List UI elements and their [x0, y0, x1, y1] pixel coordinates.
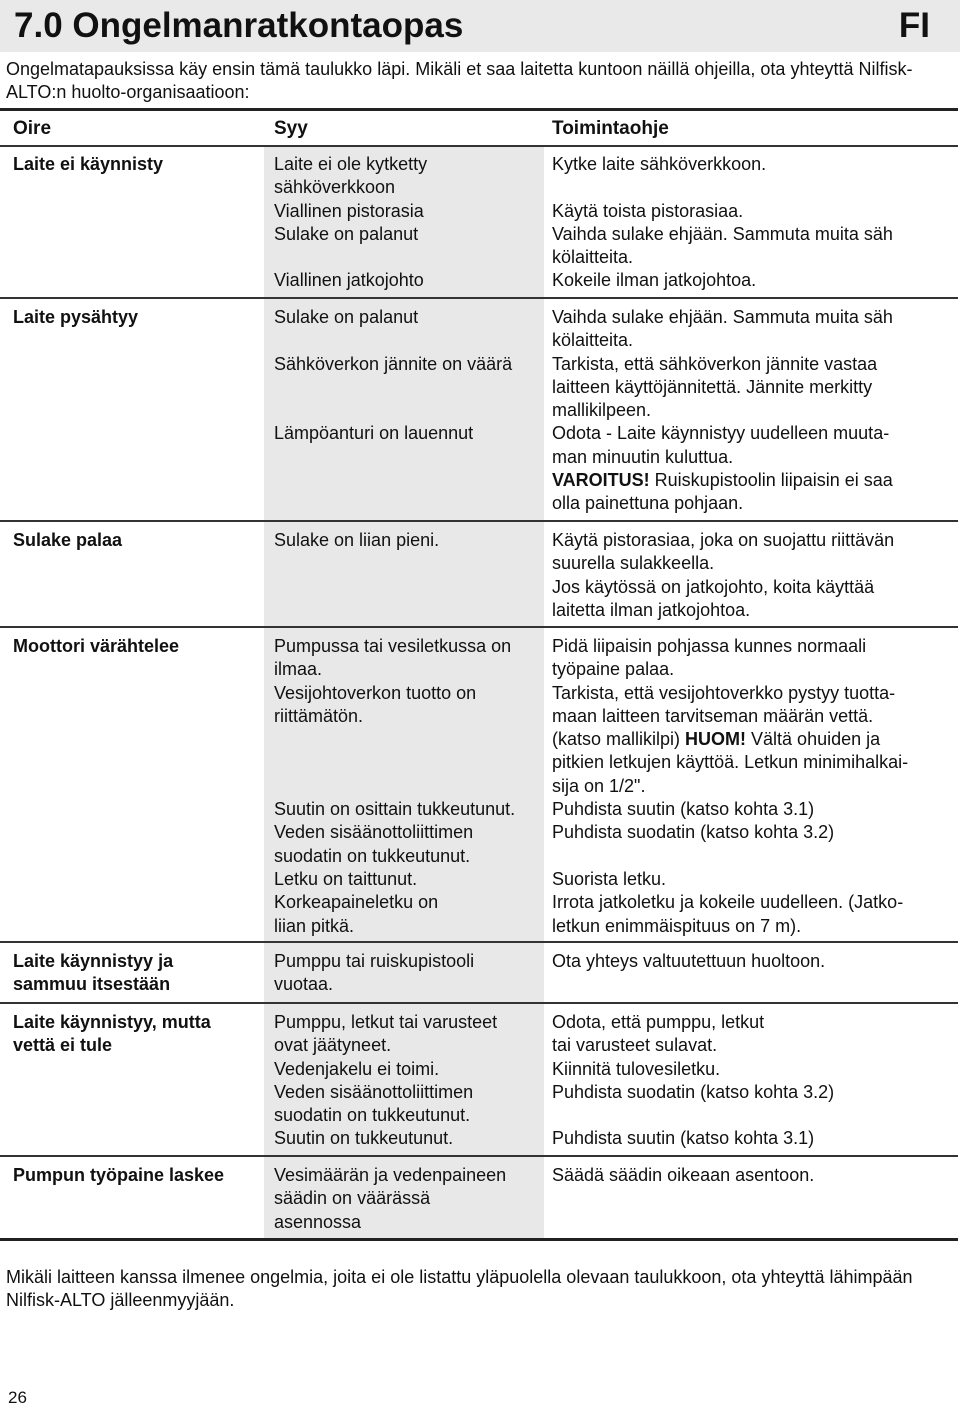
- note-label: HUOM!: [685, 729, 747, 750]
- page-number: 26: [8, 1388, 27, 1407]
- table-row-2-oire: Laite pysähtyy: [13, 307, 139, 327]
- table-row-1-syy: Laite ei ole kytketty sähköverkkoon Viallinen pistorasia Sulake on palanut Viallinen jatkojohto: [274, 154, 428, 291]
- table-row-5-syy: Pumppu tai ruiskupistooli vuotaa.: [274, 951, 475, 995]
- page-header: [0, 0, 960, 52]
- column-header-toimintaohje: Toimintaohje: [552, 118, 669, 139]
- intro-text: Ongelmatapauksissa käy ensin tämä taulukko läpi. Mikäli et saa laitetta kuntoon näillä ohjeilla, ota yhteyttä Nilfisk-ALTO:n huolto-organisaatioon:: [6, 59, 913, 102]
- table-row-4-oire: Moottori värähtelee: [13, 636, 180, 656]
- row-separator: [0, 941, 958, 943]
- row-separator: [0, 1155, 958, 1157]
- row-separator: [0, 626, 958, 628]
- table-row-4-text-b: Vältä ohuiden ja pitkien letkujen käyttöä. Letkun minimihalkai- sija on 1/2". Puhdista suutin (katso kohta 3.1) Puhdista suodatin (katso kohta 3.2) Suorista letku. Irrota jatkoletku ja kokeile uudelleen. (Jatko- letkun enimmäispituus on 7 m).: [552, 729, 909, 936]
- warning-label: VAROITUS!: [552, 470, 650, 491]
- table-row-3-toimintaohje: Käytä pistorasiaa, joka on suojattu riittävän suurella sulakkeella. Jos käytössä on jatkojohto, koita käyttää laitetta ilman jatkojohtoa.: [552, 530, 895, 620]
- table-row-1-toimintaohje: Kytke laite sähköverkkoon. Käytä toista pistorasiaa. Vaihda sulake ehjään. Sammuta muita säh kölaitteita. Kokeile ilman jatkojohtoa.: [552, 154, 893, 291]
- row-separator: [0, 520, 958, 522]
- column-header-oire: Oire: [13, 118, 52, 139]
- table-row-4-toimintaohje: [552, 635, 952, 938]
- table-row-5-toimintaohje: Ota yhteys valtuutettuun huoltoon.: [552, 951, 826, 971]
- table-row-4-syy: Pumpussa tai vesiletkussa on ilmaa. Vesijohtoverkon tuotto on riittämätön. Suutin on osittain tukkeutunut. Veden sisäänottoliittimen suodatin on tukkeutunut. Letku on taittunut. Korkeapaineletku on liian pitkä.: [274, 636, 516, 936]
- table-row-3-syy: Sulake on liian pieni.: [274, 530, 440, 550]
- table-row-7-toimintaohje: Säädä säädin oikeaan asentoon.: [552, 1165, 815, 1185]
- table-row-6-oire: Laite käynnistyy, mutta vettä ei tule: [13, 1012, 211, 1056]
- table-bottom-rule: [0, 1238, 958, 1241]
- table-row-2-syy: Sulake on palanut Sähköverkon jännite on väärä Lämpöanturi on lauennut: [274, 307, 513, 444]
- table-row-4-text-a: Pidä liipaisin pohjassa kunnes normaali työpaine palaa. Tarkista, että vesijohtoverkko pystyy tuotta- maan laitteen tarvitseman määrän vettä. (katso mallikilpi): [552, 636, 896, 750]
- table-row-2-text-a: Vaihda sulake ehjään. Sammuta muita säh kölaitteita. Tarkista, että sähköverkon jännite vastaa laitteen käyttöjännitettä. Jännite merkitty mallikilpeen. Odota - Laite käynnistyy uudelleen muuta- man minuutin kuluttua.: [552, 307, 893, 467]
- table-row-2-text-b: Ruiskupistoolin liipaisin ei saa olla painettuna pohjaan.: [552, 470, 893, 514]
- table-row-7-syy: Vesimäärän ja vedenpaineen säädin on väärässä asennossa: [274, 1165, 507, 1232]
- table-row-5-oire: Laite käynnistyy ja sammuu itsestään: [13, 951, 174, 995]
- page-title: 7.0 Ongelmanratkontaopas: [14, 6, 464, 45]
- table-row-6-toimintaohje: Odota, että pumppu, letkut tai varusteet sulavat. Kiinnitä tulovesiletku. Puhdista suodatin (katso kohta 3.2) Puhdista suutin (katso kohta 3.1): [552, 1012, 835, 1149]
- table-row-2-toimintaohje: [552, 306, 952, 516]
- column-header-syy: Syy: [274, 118, 308, 139]
- table-row-1-oire: Laite ei käynnisty: [13, 154, 164, 174]
- row-separator: [0, 297, 958, 299]
- table-row-7-oire: Pumpun työpaine laskee: [13, 1165, 225, 1185]
- row-separator: [0, 1002, 958, 1004]
- language-code: FI: [898, 6, 930, 45]
- table-row-3-oire: Sulake palaa: [13, 530, 123, 550]
- footer-text: Mikäli laitteen kanssa ilmenee ongelmia, joita ei ole listattu yläpuolella olevaan taulukkoon, ota yhteyttä lähimpään Nilfisk-ALTO jälleenmyyjään.: [6, 1267, 913, 1311]
- table-top-rule: [0, 108, 958, 111]
- table-row-6-syy: Pumppu, letkut tai varusteet ovat jäätyneet. Vedenjakelu ei toimi. Veden sisäänottoliittimen suodatin on tukkeutunut. Suutin on tukkeutunut.: [274, 1012, 498, 1149]
